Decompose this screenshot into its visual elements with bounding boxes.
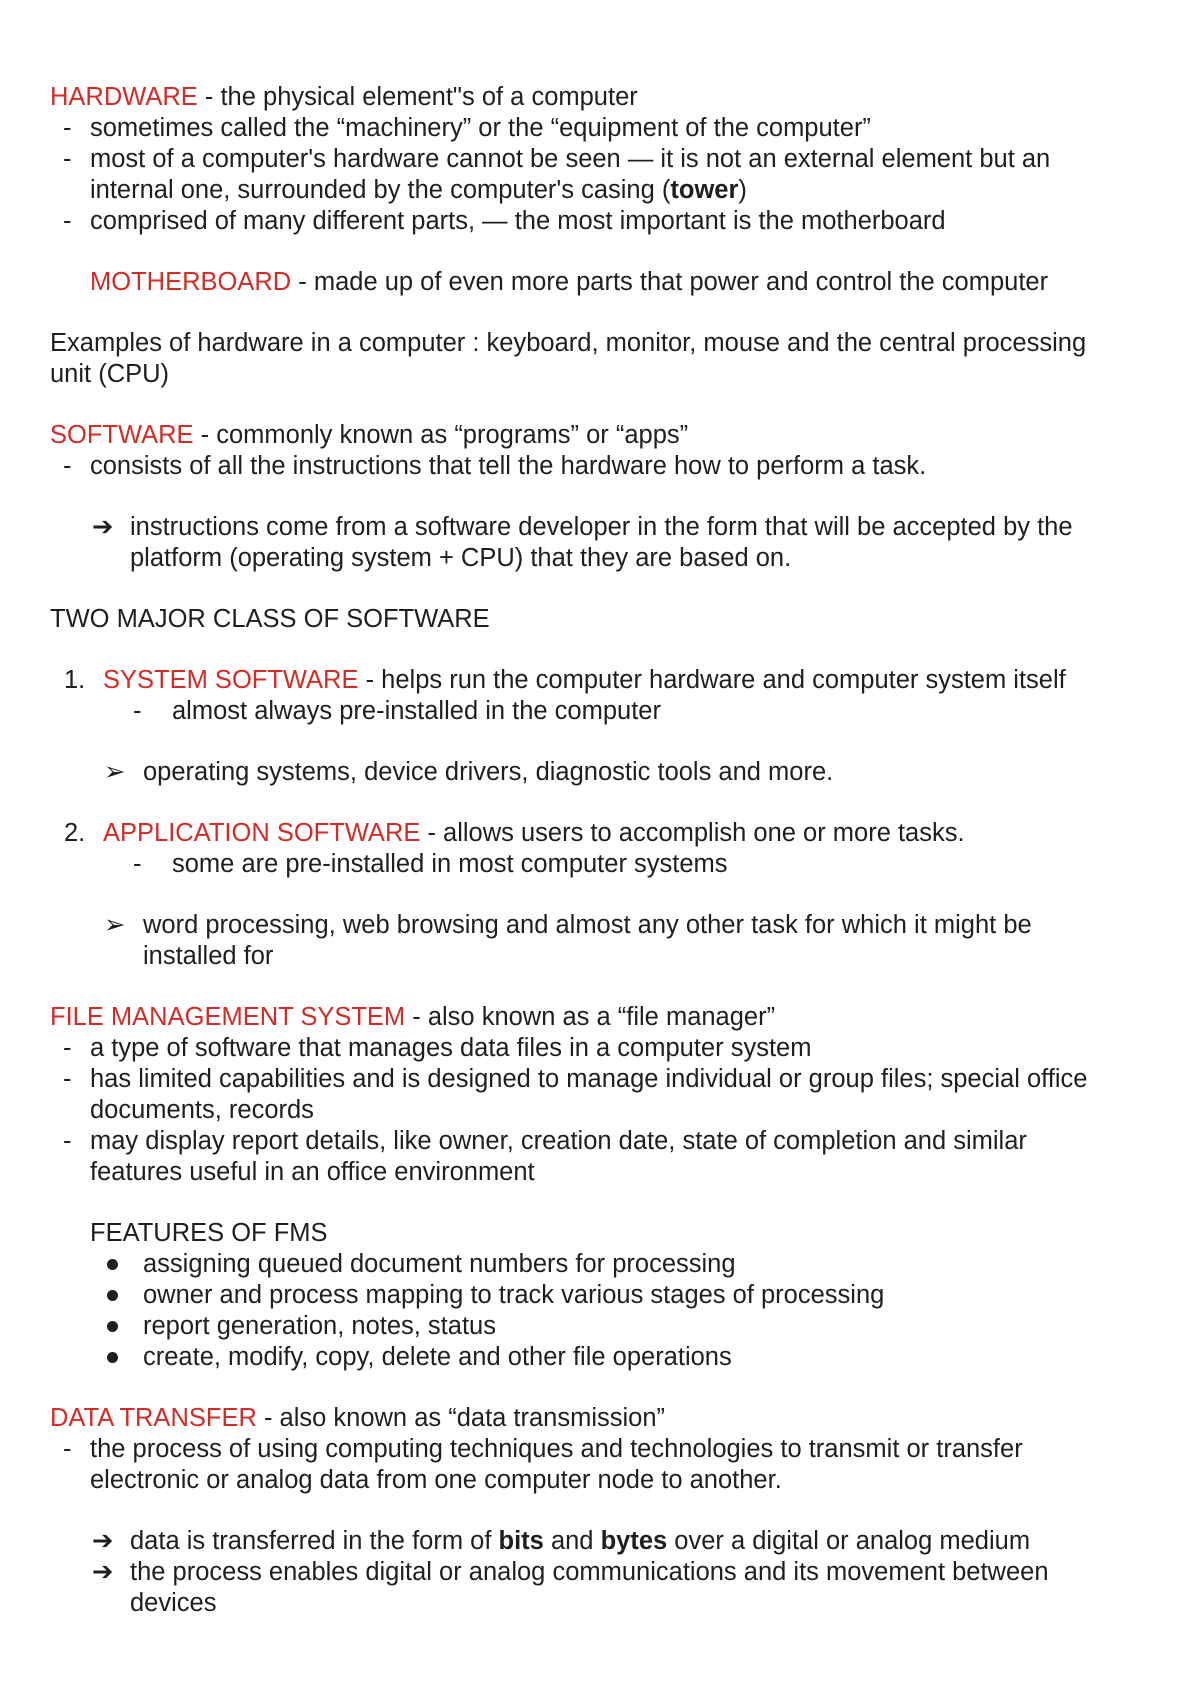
hardware-bullet-1: sometimes called the “machinery” or the “equipment of the computer” — [90, 114, 871, 142]
hardware-heading — [50, 82, 638, 113]
hardware-bullet-2-line-1: most of a computer's hardware cannot be seen — it is not an external element but an — [90, 145, 1051, 173]
software-arrow-line-2: platform (operating system + CPU) that they are based on. — [130, 544, 792, 572]
bits-bold: bits — [498, 1527, 544, 1555]
fms-feature-item: owner and process mapping to track various stages of processing — [143, 1281, 885, 1309]
application-software-examples-line-2: installed for — [143, 942, 274, 970]
bullet-dot — [107, 1321, 118, 1332]
data-transfer-heading — [50, 1403, 665, 1434]
hardware-bullet-2-text: internal one, surrounded by the computer's casing ( — [90, 176, 671, 204]
application-software-heading — [103, 818, 965, 849]
application-software-title: APPLICATION SOFTWARE — [103, 819, 421, 847]
software-arrow-line-1: instructions come from a software developer in the form that will be accepted by the — [130, 513, 1073, 541]
triangle-arrow-icon: ➢ — [104, 911, 126, 939]
triangle-arrow-icon: ➢ — [104, 758, 126, 786]
dash-marker: - — [63, 207, 72, 235]
arrow-icon: ➔ — [92, 1558, 114, 1586]
arrow-icon: ➔ — [92, 513, 114, 541]
fms-feature-item: assigning queued document numbers for processing — [143, 1250, 736, 1278]
motherboard-title: MOTHERBOARD — [90, 268, 292, 296]
software-definition: - commonly known as “programs” or “apps” — [193, 421, 689, 449]
bullet-dot — [107, 1290, 118, 1301]
dash-marker: - — [63, 1034, 72, 1062]
fms-bullet-2-line-2: documents, records — [90, 1096, 314, 1124]
software-classes-heading: TWO MAJOR CLASS OF SOFTWARE — [50, 605, 490, 633]
dash-marker: - — [63, 1065, 72, 1093]
data-transfer-arrow-2-line-1: the process enables digital or analog communications and its movement between — [130, 1558, 1049, 1586]
fms-definition: - also known as a “file manager” — [405, 1003, 776, 1031]
fms-title: FILE MANAGEMENT SYSTEM — [50, 1003, 406, 1031]
motherboard-definition: - made up of even more parts that power and control the computer — [291, 268, 1049, 296]
software-heading — [50, 420, 688, 451]
data-transfer-bullet-line-1: the process of using computing techniques and technologies to transmit or transfer — [90, 1435, 1023, 1463]
software-title: SOFTWARE — [50, 421, 194, 449]
dash-marker: - — [63, 114, 72, 142]
software-bullet-1: consists of all the instructions that tell the hardware how to perform a task. — [90, 452, 927, 480]
arrow-1-and: and — [543, 1527, 601, 1555]
system-software-title: SYSTEM SOFTWARE — [103, 666, 359, 694]
hardware-bullet-2-close: ) — [738, 176, 747, 204]
application-software-definition: - allows users to accomplish one or more tasks. — [420, 819, 965, 847]
bullet-dot — [107, 1259, 118, 1270]
dash-marker: - — [63, 1127, 72, 1155]
dash-marker: - — [133, 850, 142, 878]
list-number: 2. — [64, 819, 86, 847]
fms-heading — [50, 1002, 775, 1033]
data-transfer-arrow-1 — [130, 1526, 1030, 1557]
data-transfer-bullet-line-2: electronic or analog data from one computer node to another. — [90, 1466, 782, 1494]
arrow-icon: ➔ — [92, 1527, 114, 1555]
bullet-dot — [107, 1352, 118, 1363]
fms-bullet-3-line-1: may display report details, like owner, creation date, state of completion and similar — [90, 1127, 1027, 1155]
bytes-bold: bytes — [600, 1527, 668, 1555]
fms-bullet-2-line-1: has limited capabilities and is designed to manage individual or group files; special office — [90, 1065, 1088, 1093]
tower-bold: tower — [670, 176, 739, 204]
system-software-bullet: almost always pre-installed in the computer — [172, 697, 661, 725]
application-software-examples-line-1: word processing, web browsing and almost any other task for which it might be — [143, 911, 1032, 939]
dash-marker: - — [133, 697, 142, 725]
hardware-definition: - the physical element"s of a computer — [197, 83, 638, 111]
dash-marker: - — [63, 145, 72, 173]
hardware-bullet-2-line-2 — [90, 175, 747, 206]
system-software-definition: - helps run the computer hardware and computer system itself — [358, 666, 1066, 694]
system-software-examples: operating systems, device drivers, diagnostic tools and more. — [143, 758, 834, 786]
fms-bullet-1: a type of software that manages data files in a computer system — [90, 1034, 812, 1062]
fms-bullet-3-line-2: features useful in an office environment — [90, 1158, 535, 1186]
hardware-title: HARDWARE — [50, 83, 198, 111]
application-software-bullet: some are pre-installed in most computer systems — [172, 850, 728, 878]
fms-feature-item: report generation, notes, status — [143, 1312, 496, 1340]
data-transfer-title: DATA TRANSFER — [50, 1404, 257, 1432]
arrow-1-rest: over a digital or analog medium — [667, 1527, 1031, 1555]
data-transfer-definition: - also known as “data transmission” — [256, 1404, 666, 1432]
arrow-1-text: data is transferred in the form of — [130, 1527, 499, 1555]
dash-marker: - — [63, 452, 72, 480]
data-transfer-arrow-2-line-2: devices — [130, 1589, 217, 1617]
hardware-examples-line-2: unit (CPU) — [50, 360, 170, 388]
hardware-bullet-3: comprised of many different parts, — the most important is the motherboard — [90, 207, 946, 235]
list-number: 1. — [64, 666, 86, 694]
system-software-heading — [103, 665, 1066, 696]
dash-marker: - — [63, 1435, 72, 1463]
fms-feature-item: create, modify, copy, delete and other file operations — [143, 1343, 732, 1371]
motherboard-heading — [90, 267, 1048, 298]
hardware-examples-line-1: Examples of hardware in a computer : keyboard, monitor, mouse and the central processing — [50, 329, 1087, 357]
fms-features-heading: FEATURES OF FMS — [90, 1219, 328, 1247]
